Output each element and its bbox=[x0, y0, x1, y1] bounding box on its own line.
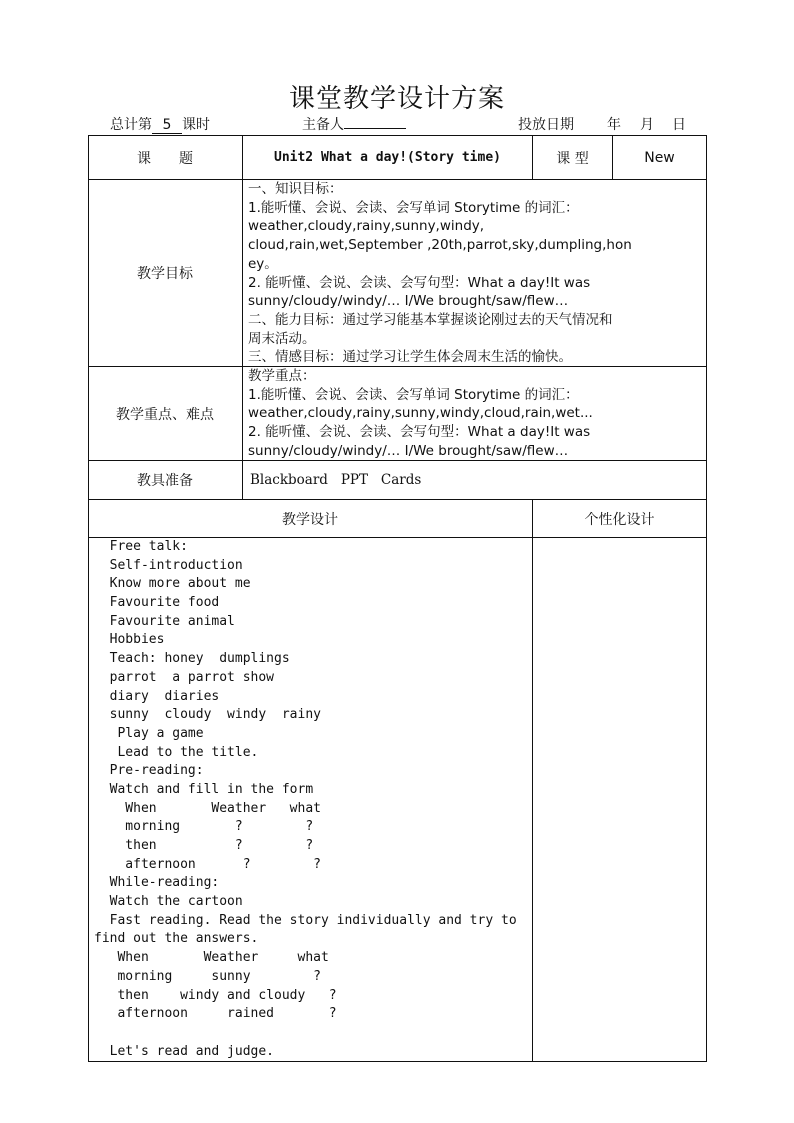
day-label: 日 bbox=[672, 117, 686, 133]
objective-line: 周末活动。 bbox=[248, 330, 316, 347]
design-line: Lead to the title. bbox=[94, 744, 259, 760]
preparer-value bbox=[344, 128, 406, 129]
personal-design-area bbox=[533, 538, 706, 1061]
objectives-label: 教学目标 bbox=[137, 266, 193, 282]
design-line: Watch and fill in the form bbox=[94, 781, 314, 797]
design-line: morning sunny ? bbox=[94, 968, 321, 984]
objective-line: ey。 bbox=[248, 255, 278, 272]
design-line: Let's read and judge. bbox=[94, 1043, 275, 1059]
design-line: then windy and cloudy ? bbox=[94, 987, 337, 1003]
objective-line: 2. 能听懂、会说、会读、会写句型：What a day!It was bbox=[248, 274, 591, 291]
topic-label: 课 题 bbox=[137, 150, 193, 167]
type-value: New bbox=[644, 149, 675, 166]
total-prefix: 总计第 bbox=[110, 117, 152, 133]
design-line: Know more about me bbox=[94, 576, 251, 592]
design-line: parrot a parrot show bbox=[94, 669, 275, 685]
design-line: Pre-reading: bbox=[94, 763, 204, 779]
design-line: Play a game bbox=[94, 725, 204, 741]
year-label: 年 bbox=[607, 117, 621, 133]
key-point-line: 2. 能听懂、会说、会读、会写句型：What a day!It was bbox=[248, 424, 591, 441]
preparer-label: 主备人 bbox=[302, 117, 344, 133]
design-line: When Weather what bbox=[94, 800, 321, 816]
key-point-line: weather,cloudy,rainy,sunny,windy,cloud,rain,wet... bbox=[248, 405, 593, 422]
design-line: afternoon ? ? bbox=[94, 856, 321, 872]
objective-line: cloud,rain,wet,September ,20th,parrot,sky,dumpling,hon bbox=[248, 237, 632, 254]
objective-line: 三、情感目标：通过学习让学生体会周末生活的愉快。 bbox=[248, 349, 572, 366]
page-title: 课堂教学设计方案 bbox=[288, 84, 505, 114]
topic-value: Unit2 What a day!(Story time) bbox=[274, 150, 501, 165]
design-line: find out the answers. bbox=[94, 931, 259, 947]
design-line: Favourite food bbox=[94, 595, 220, 611]
preparer bbox=[302, 114, 406, 134]
type-label: 课 型 bbox=[556, 150, 589, 167]
lesson-count bbox=[110, 114, 210, 134]
objective-line: 一、知识目标： bbox=[248, 181, 343, 197]
lesson-number: 5 bbox=[152, 117, 182, 134]
design-line: morning ? ? bbox=[94, 819, 314, 835]
design-line: While-reading: bbox=[94, 875, 220, 891]
objectives-text bbox=[248, 180, 704, 367]
lesson-suffix: 课时 bbox=[182, 117, 210, 133]
design-line: Favourite animal bbox=[94, 613, 235, 629]
design-line: Watch the cartoon bbox=[94, 894, 243, 910]
key-point-line: sunny/cloudy/windy/… I/We brought/saw/flew… bbox=[248, 442, 569, 459]
design-line: Hobbies bbox=[94, 632, 165, 648]
month-label: 月 bbox=[640, 117, 654, 133]
design-header-label: 教学设计 bbox=[282, 511, 338, 528]
date-label: 投放日期 bbox=[518, 117, 574, 133]
design-line: Teach: honey dumplings bbox=[94, 651, 290, 667]
materials-label: 教具准备 bbox=[137, 473, 193, 489]
design-line: Fast reading. Read the story individually and try to bbox=[94, 912, 517, 928]
key-point-line: 1.能听懂、会说、会读、会写单词 Storytime 的词汇： bbox=[248, 386, 579, 403]
design-line: diary diaries bbox=[94, 688, 220, 704]
design-line: Self-introduction bbox=[94, 557, 243, 573]
design-line bbox=[94, 1024, 528, 1043]
objective-line: 1.能听懂、会说、会读、会写单词 Storytime 的词汇： bbox=[248, 199, 579, 216]
key-points-label: 教学重点、难点 bbox=[116, 406, 214, 423]
design-line: then ? ? bbox=[94, 838, 314, 853]
design-line: afternoon rained ? bbox=[94, 1006, 337, 1022]
design-line: Free talk: bbox=[94, 539, 188, 554]
key-points-text bbox=[248, 367, 704, 461]
objective-line: 二、能力目标：通过学习能基本掌握谈论刚过去的天气情况和 bbox=[248, 311, 613, 328]
design-line: When Weather what bbox=[94, 950, 329, 966]
objective-line: sunny/cloudy/windy/… I/We brought/saw/flew… bbox=[248, 293, 569, 310]
personal-design-header-label: 个性化设计 bbox=[584, 511, 655, 528]
materials-value: Blackboard PPT Cards bbox=[250, 472, 422, 488]
key-point-line: 教学重点： bbox=[248, 368, 316, 384]
objective-line: weather,cloudy,rainy,sunny,windy, bbox=[248, 218, 485, 235]
design-line: sunny cloudy windy rainy bbox=[94, 707, 321, 723]
design-content bbox=[94, 538, 528, 1061]
